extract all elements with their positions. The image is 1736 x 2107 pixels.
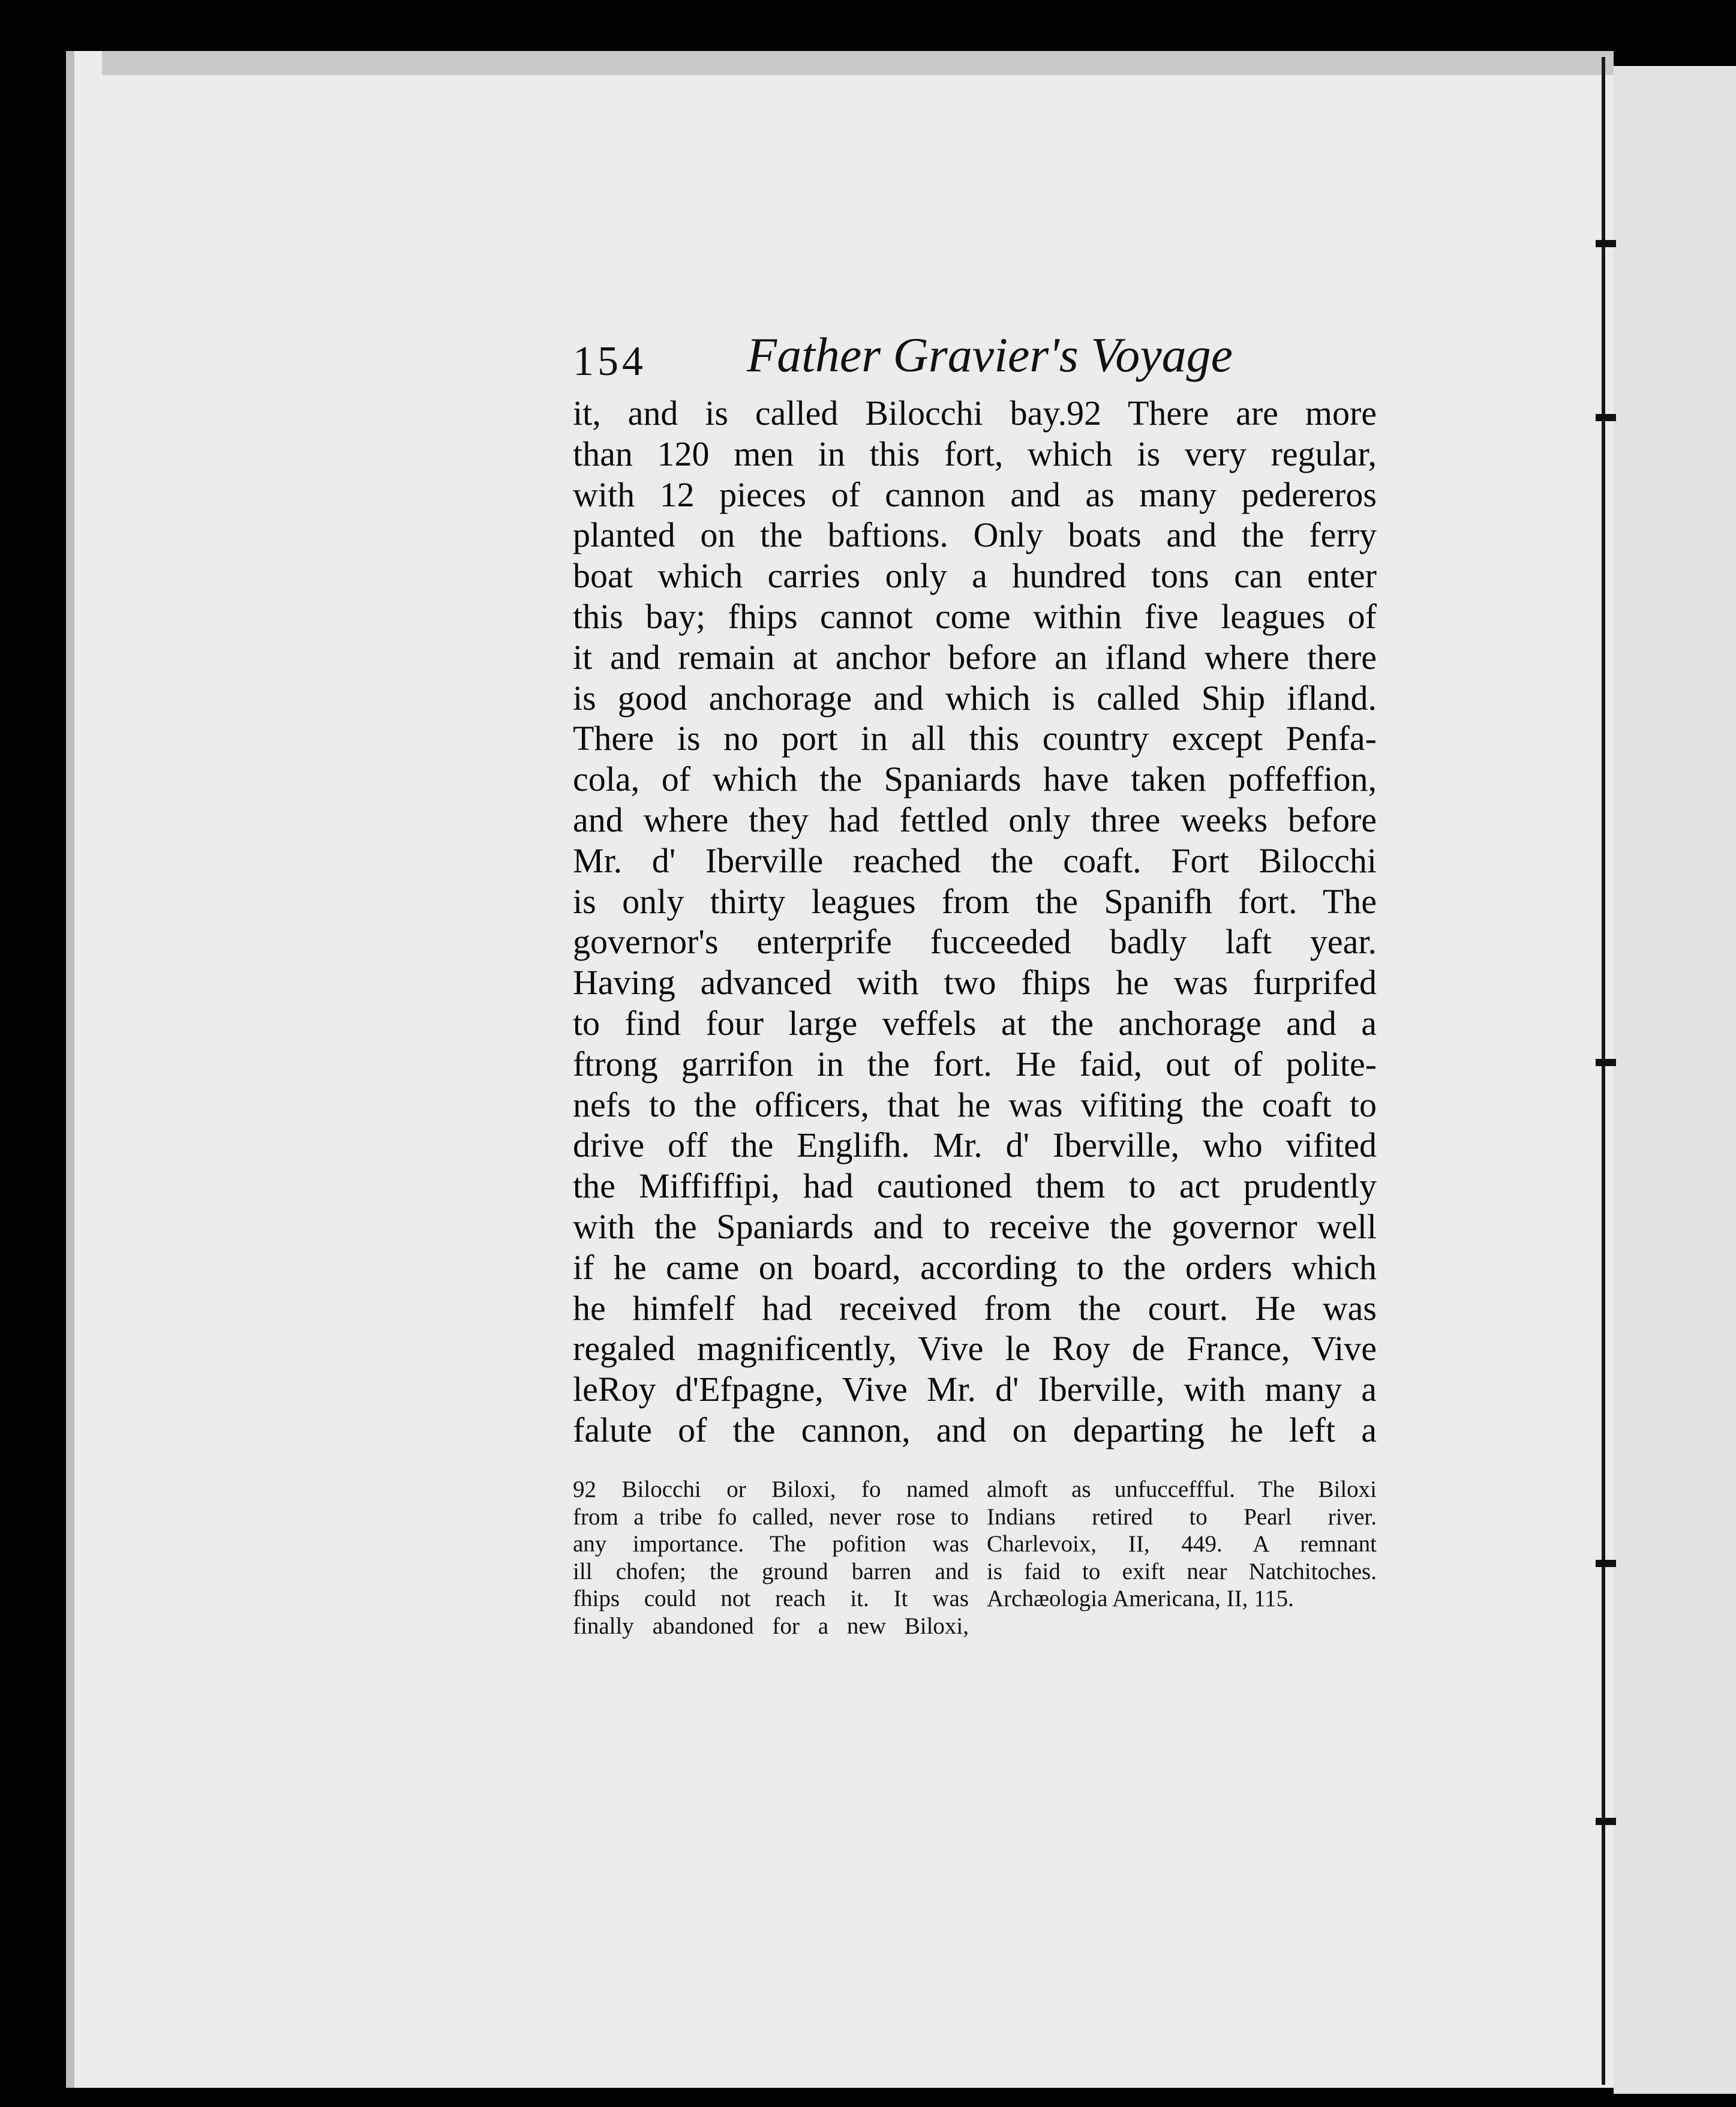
footnote-line: is faid to exift near Natchitoches.	[987, 1558, 1377, 1584]
body-line: it, and is called Bilocchi bay.92 There are more	[573, 394, 1377, 433]
footnote-line: finally abandoned for a new Biloxi,	[573, 1613, 969, 1639]
body-line: to find four large veffels at the anchorage and a	[573, 1003, 1377, 1043]
footnote-line: from a tribe fo called, never rose to	[573, 1503, 969, 1530]
body-line: Having advanced with two fhips he was furprifed	[573, 963, 1377, 1003]
body-line: cola, of which the Spaniards have taken poffeffion,	[573, 760, 1377, 799]
body-line: with the Spaniards and to receive the governor well	[573, 1206, 1377, 1246]
page-left-edge	[66, 51, 74, 2088]
body-line: falute of the cannon, and on departing he left a	[573, 1410, 1377, 1449]
footnote-line: any importance. The pofition was	[573, 1531, 969, 1557]
body-line: he himfelf had received from the court. He was	[573, 1288, 1377, 1328]
footnote-line: Charlevoix, II, 449. A remnant	[987, 1531, 1377, 1557]
footnote-column-right	[987, 1476, 1377, 1613]
page-top-edge	[102, 51, 1614, 75]
body-line: is good anchorage and which is called Ship ifland.	[573, 678, 1377, 718]
body-line: is only thirty leagues from the Spanifh fort. The	[573, 881, 1377, 921]
body-line: ftrong garrifon in the fort. He faid, out of polite-	[573, 1044, 1377, 1083]
binding-tab	[1596, 240, 1616, 247]
binding-tab	[1596, 414, 1616, 421]
page-number: 154	[573, 338, 647, 385]
footnote-line: almoft as unfucceffful. The Biloxi	[987, 1476, 1377, 1502]
footnote-line: ill chofen; the ground barren and	[573, 1558, 969, 1584]
footnote-line: Indians retired to Pearl river.	[987, 1503, 1377, 1530]
body-line: drive off the Englifh. Mr. d' Iberville, who vifited	[573, 1125, 1377, 1165]
binding-tab	[1596, 1818, 1616, 1825]
body-line: nefs to the officers, that he was vifiting the coaft to	[573, 1085, 1377, 1124]
running-head	[573, 321, 1377, 393]
running-title: Father Gravier's Voyage	[747, 328, 1233, 382]
body-line: than 120 men in this fort, which is very regular,	[573, 434, 1377, 473]
footnote-line: Archæologia Americana, II, 115.	[987, 1586, 1294, 1611]
book-spine	[1602, 57, 1605, 2085]
body-line: Mr. d' Iberville reached the coaft. Fort Bilocchi	[573, 841, 1377, 880]
footnote-line: 92 Bilocchi or Biloxi, fo named	[573, 1476, 969, 1502]
body-line: governor's enterprife fucceeded badly laft year.	[573, 922, 1377, 962]
body-line: and where they had fettled only three weeks before	[573, 800, 1377, 839]
body-line: if he came on board, according to the orders which	[573, 1247, 1377, 1287]
binding-tab	[1596, 1059, 1616, 1066]
footnote-line: fhips could not reach it. It was	[573, 1586, 969, 1611]
body-line: with 12 pieces of cannon and as many pedereros	[573, 475, 1377, 514]
footnote-column-left	[573, 1476, 969, 1640]
body-text	[573, 393, 1377, 1451]
body-line: planted on the baftions. Only boats and the ferry	[573, 515, 1377, 555]
body-line: There is no port in all this country except Penfa-	[573, 719, 1377, 758]
body-line: leRoy d'Efpagne, Vive Mr. d' Iberville, with many a	[573, 1370, 1377, 1409]
body-line: this bay; fhips cannot come within five leagues of	[573, 596, 1377, 636]
body-line: regaled magnificently, Vive le Roy de France, Vive	[573, 1329, 1377, 1368]
facing-page-edge	[1614, 66, 1736, 2094]
body-line: the Miffiffipi, had cautioned them to act prudently	[573, 1166, 1377, 1206]
binding-tab	[1596, 1560, 1616, 1567]
footnote	[573, 1476, 1377, 1656]
body-line: boat which carries only a hundred tons can enter	[573, 556, 1377, 596]
body-line: it and remain at anchor before an ifland where there	[573, 637, 1377, 677]
